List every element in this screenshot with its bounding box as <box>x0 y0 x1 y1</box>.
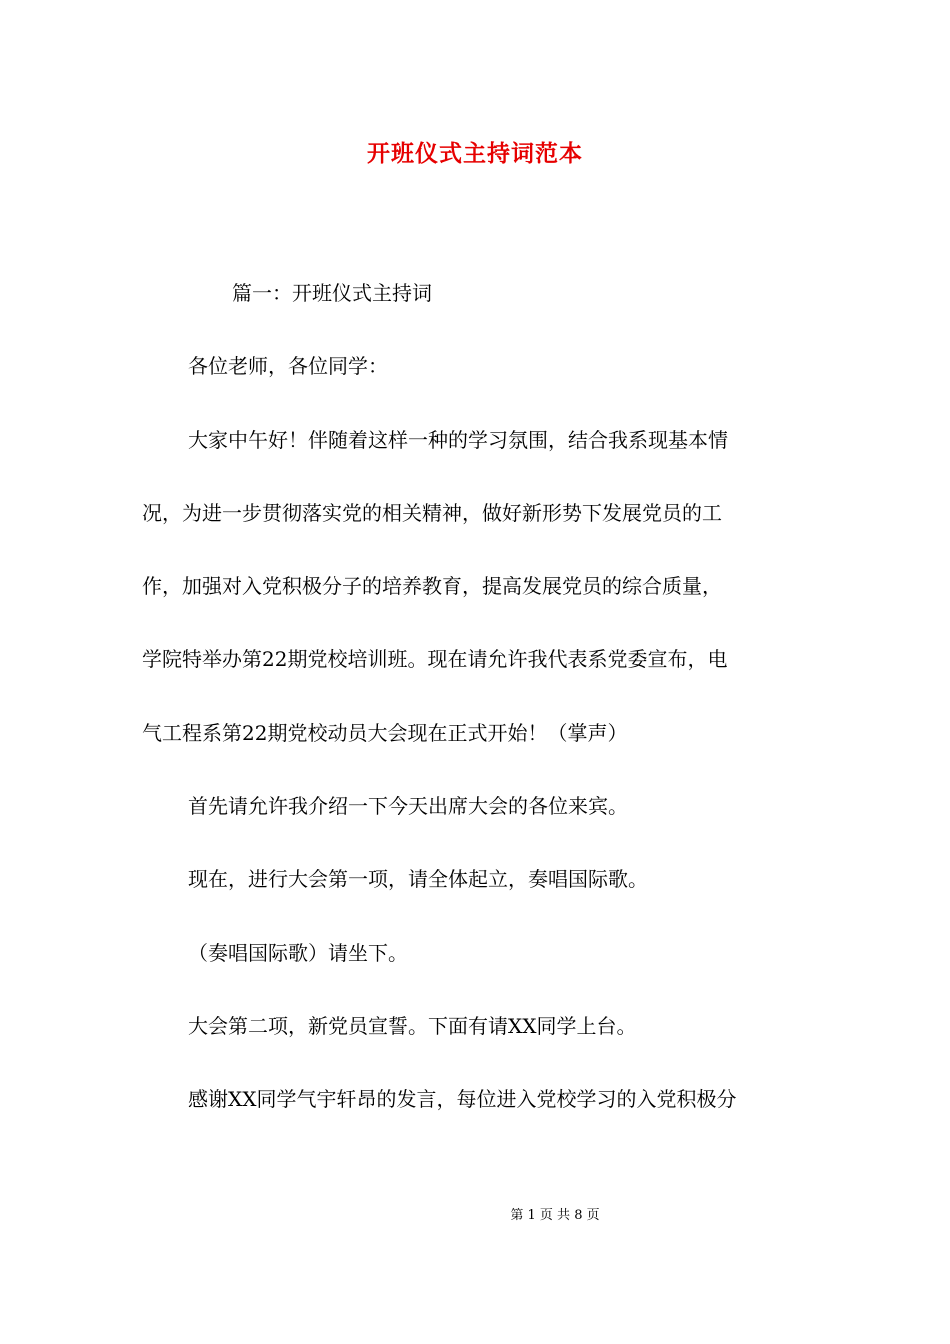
document-title: 开班仪式主持词范本 <box>367 140 583 167</box>
paragraph-line: 现在，进行大会第一项，请全体起立，奏唱国际歌。 <box>188 867 648 892</box>
paragraph-line: 作，加强对入党积极分子的培养教育，提高发展党员的综合质量， <box>142 574 722 599</box>
page-number-footer: 第 1 页 共 8 页 <box>510 1208 600 1223</box>
paragraph-line: 气工程系第22期党校动员大会现在正式开始！（掌声） <box>142 720 628 745</box>
paragraph-line: 大家中午好！伴随着这样一种的学习氛围，结合我系现基本情 <box>188 427 728 452</box>
paragraph-line: 学院特举办第22期党校培训班。现在请允许我代表系党委宣布，电 <box>142 647 728 672</box>
paragraph-line: 况，为进一步贯彻落实党的相关精神，做好新形势下发展党员的工 <box>142 500 722 525</box>
document-body <box>142 275 812 1155</box>
paragraph-line: （奏唱国际歌）请坐下。 <box>188 940 408 965</box>
salutation: 各位老师，各位同学： <box>188 354 388 379</box>
paragraph-line: 大会第二项，新党员宣誓。下面有请XX同学上台。 <box>188 1013 637 1038</box>
paragraph-line: 首先请允许我介绍一下今天出席大会的各位来宾。 <box>188 794 628 819</box>
paragraph-line: 感谢XX同学气宇轩昂的发言，每位进入党校学习的入党积极分 <box>188 1087 737 1112</box>
section-heading: 篇一：开班仪式主持词 <box>232 281 432 305</box>
